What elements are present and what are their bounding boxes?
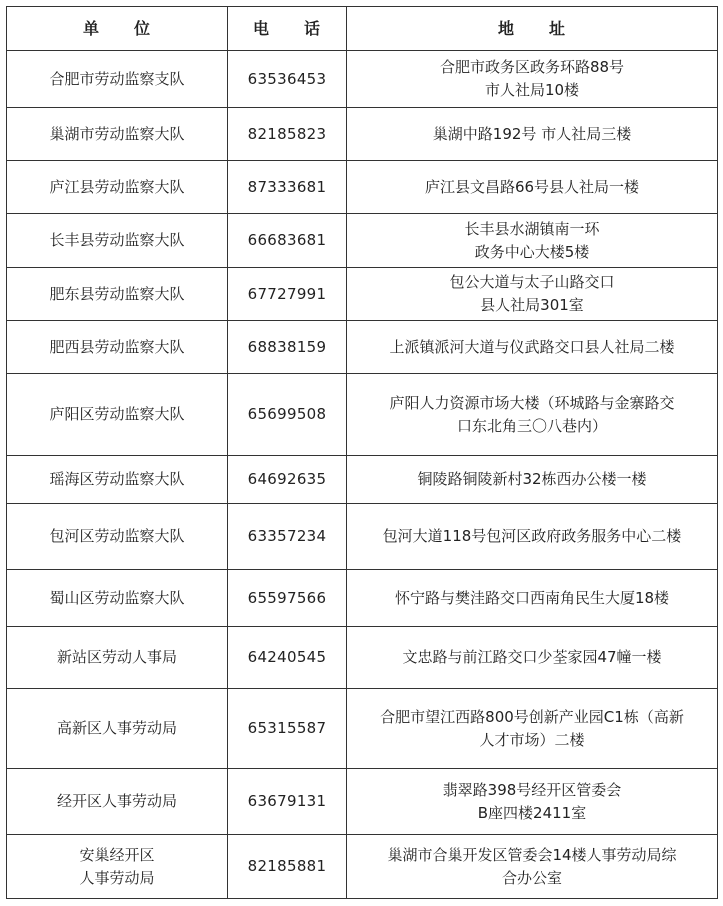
unit-name-line: 巢湖市劳动监察大队 xyxy=(49,124,185,143)
unit-cell xyxy=(7,108,228,161)
unit-cell xyxy=(7,374,228,456)
address-line: 合肥市政务区政务环路88号 xyxy=(439,58,625,76)
unit-cell xyxy=(7,689,228,769)
phone-cell: 65315587 xyxy=(228,689,347,769)
phone-cell: 63679131 xyxy=(228,769,347,835)
address-cell xyxy=(347,769,718,835)
address-line: 包公大道与太子山路交口 xyxy=(449,273,615,291)
unit-cell xyxy=(7,570,228,627)
address-cell xyxy=(347,268,718,321)
unit-name-line: 肥东县劳动监察大队 xyxy=(49,284,185,303)
table-row xyxy=(7,214,718,268)
unit-cell xyxy=(7,268,228,321)
unit-cell xyxy=(7,627,228,689)
table-row xyxy=(7,321,718,374)
phone-cell: 82185823 xyxy=(228,108,347,161)
unit-name-line: 蜀山区劳动监察大队 xyxy=(49,588,185,607)
address-line: 巢湖市合巢开发区管委会14楼人事劳动局综 xyxy=(387,845,677,864)
unit-cell xyxy=(7,456,228,504)
unit-name-line: 包河区劳动监察大队 xyxy=(49,527,185,545)
phone-cell: 64240545 xyxy=(228,627,347,689)
phone-cell: 63536453 xyxy=(228,51,347,108)
unit-name-line: 人事劳动局 xyxy=(79,868,155,887)
table-header-row xyxy=(7,7,718,51)
table-row xyxy=(7,456,718,504)
table-row xyxy=(7,835,718,899)
address-line: 翡翠路398号经开区管委会 xyxy=(442,780,622,799)
table-row xyxy=(7,769,718,835)
table-row xyxy=(7,627,718,689)
column-header-phone: 电 话 xyxy=(228,7,347,51)
address-cell xyxy=(347,374,718,456)
unit-cell xyxy=(7,835,228,899)
address-line: 庐江县文昌路66号县人社局一楼 xyxy=(424,177,640,196)
address-cell xyxy=(347,504,718,570)
table-row xyxy=(7,504,718,570)
table-row xyxy=(7,51,718,108)
address-cell xyxy=(347,627,718,689)
address-cell xyxy=(347,214,718,268)
address-line: 包河大道118号包河区政府政务服务中心二楼 xyxy=(382,527,682,545)
column-header-unit: 单 位 xyxy=(7,7,228,51)
address-line: 市人社局10楼 xyxy=(484,81,580,99)
unit-cell xyxy=(7,504,228,570)
unit-name-line: 高新区人事劳动局 xyxy=(56,719,177,737)
address-line: 庐阳人力资源市场大楼（环城路与金寨路交 xyxy=(389,393,675,412)
table-row xyxy=(7,374,718,456)
address-line: 政务中心大楼5楼 xyxy=(474,242,590,261)
unit-name-line: 庐阳区劳动监察大队 xyxy=(49,405,185,423)
address-line: 长丰县水湖镇南一环 xyxy=(464,219,600,238)
phone-cell: 67727991 xyxy=(228,268,347,321)
address-cell xyxy=(347,835,718,899)
address-cell xyxy=(347,161,718,214)
unit-cell xyxy=(7,769,228,835)
unit-name-line: 合肥市劳动监察支队 xyxy=(49,69,185,88)
phone-cell: 82185881 xyxy=(228,835,347,899)
unit-name-line: 新站区劳动人事局 xyxy=(56,648,177,666)
unit-name-line: 瑶海区劳动监察大队 xyxy=(49,470,185,488)
address-line: 怀宁路与樊洼路交口西南角民生大厦18楼 xyxy=(394,588,670,607)
phone-cell: 68838159 xyxy=(228,321,347,374)
table-row xyxy=(7,161,718,214)
phone-cell: 65597566 xyxy=(228,570,347,627)
phone-cell: 64692635 xyxy=(228,456,347,504)
unit-cell xyxy=(7,214,228,268)
table-row xyxy=(7,108,718,161)
table-row xyxy=(7,689,718,769)
unit-name-line: 安巢经开区 xyxy=(79,845,155,864)
address-cell xyxy=(347,570,718,627)
table-body xyxy=(7,51,718,899)
address-line: 人才市场）二楼 xyxy=(479,730,585,749)
address-line: 口东北角三〇八巷内） xyxy=(456,416,607,435)
phone-cell: 87333681 xyxy=(228,161,347,214)
table-row xyxy=(7,268,718,321)
address-cell xyxy=(347,456,718,504)
address-cell xyxy=(347,321,718,374)
unit-cell xyxy=(7,51,228,108)
unit-cell xyxy=(7,321,228,374)
address-line: 铜陵路铜陵新村32栋西办公楼一楼 xyxy=(417,470,647,488)
address-cell xyxy=(347,51,718,108)
address-line: 文忠路与前江路交口少荃家园47幢一楼 xyxy=(402,648,662,666)
address-line: 巢湖中路192号 市人社局三楼 xyxy=(432,124,632,143)
address-cell xyxy=(347,689,718,769)
column-header-address: 地 址 xyxy=(347,7,718,51)
address-line: 合肥市望江西路800号创新产业园C1栋（高新 xyxy=(380,707,684,726)
unit-cell xyxy=(7,161,228,214)
unit-name-line: 长丰县劳动监察大队 xyxy=(49,231,185,249)
address-cell xyxy=(347,108,718,161)
unit-name-line: 经开区人事劳动局 xyxy=(56,792,177,810)
table-row xyxy=(7,570,718,627)
labor-inspection-contacts-table xyxy=(6,6,718,899)
address-line: B座四楼2411室 xyxy=(477,803,587,822)
phone-cell: 65699508 xyxy=(228,374,347,456)
unit-name-line: 庐江县劳动监察大队 xyxy=(49,177,185,196)
address-line: 县人社局301室 xyxy=(480,296,584,314)
address-line: 合办公室 xyxy=(501,868,562,887)
phone-cell: 66683681 xyxy=(228,214,347,268)
unit-name-line: 肥西县劳动监察大队 xyxy=(49,337,185,356)
phone-cell: 63357234 xyxy=(228,504,347,570)
address-line: 上派镇派河大道与仪武路交口县人社局二楼 xyxy=(389,337,675,356)
